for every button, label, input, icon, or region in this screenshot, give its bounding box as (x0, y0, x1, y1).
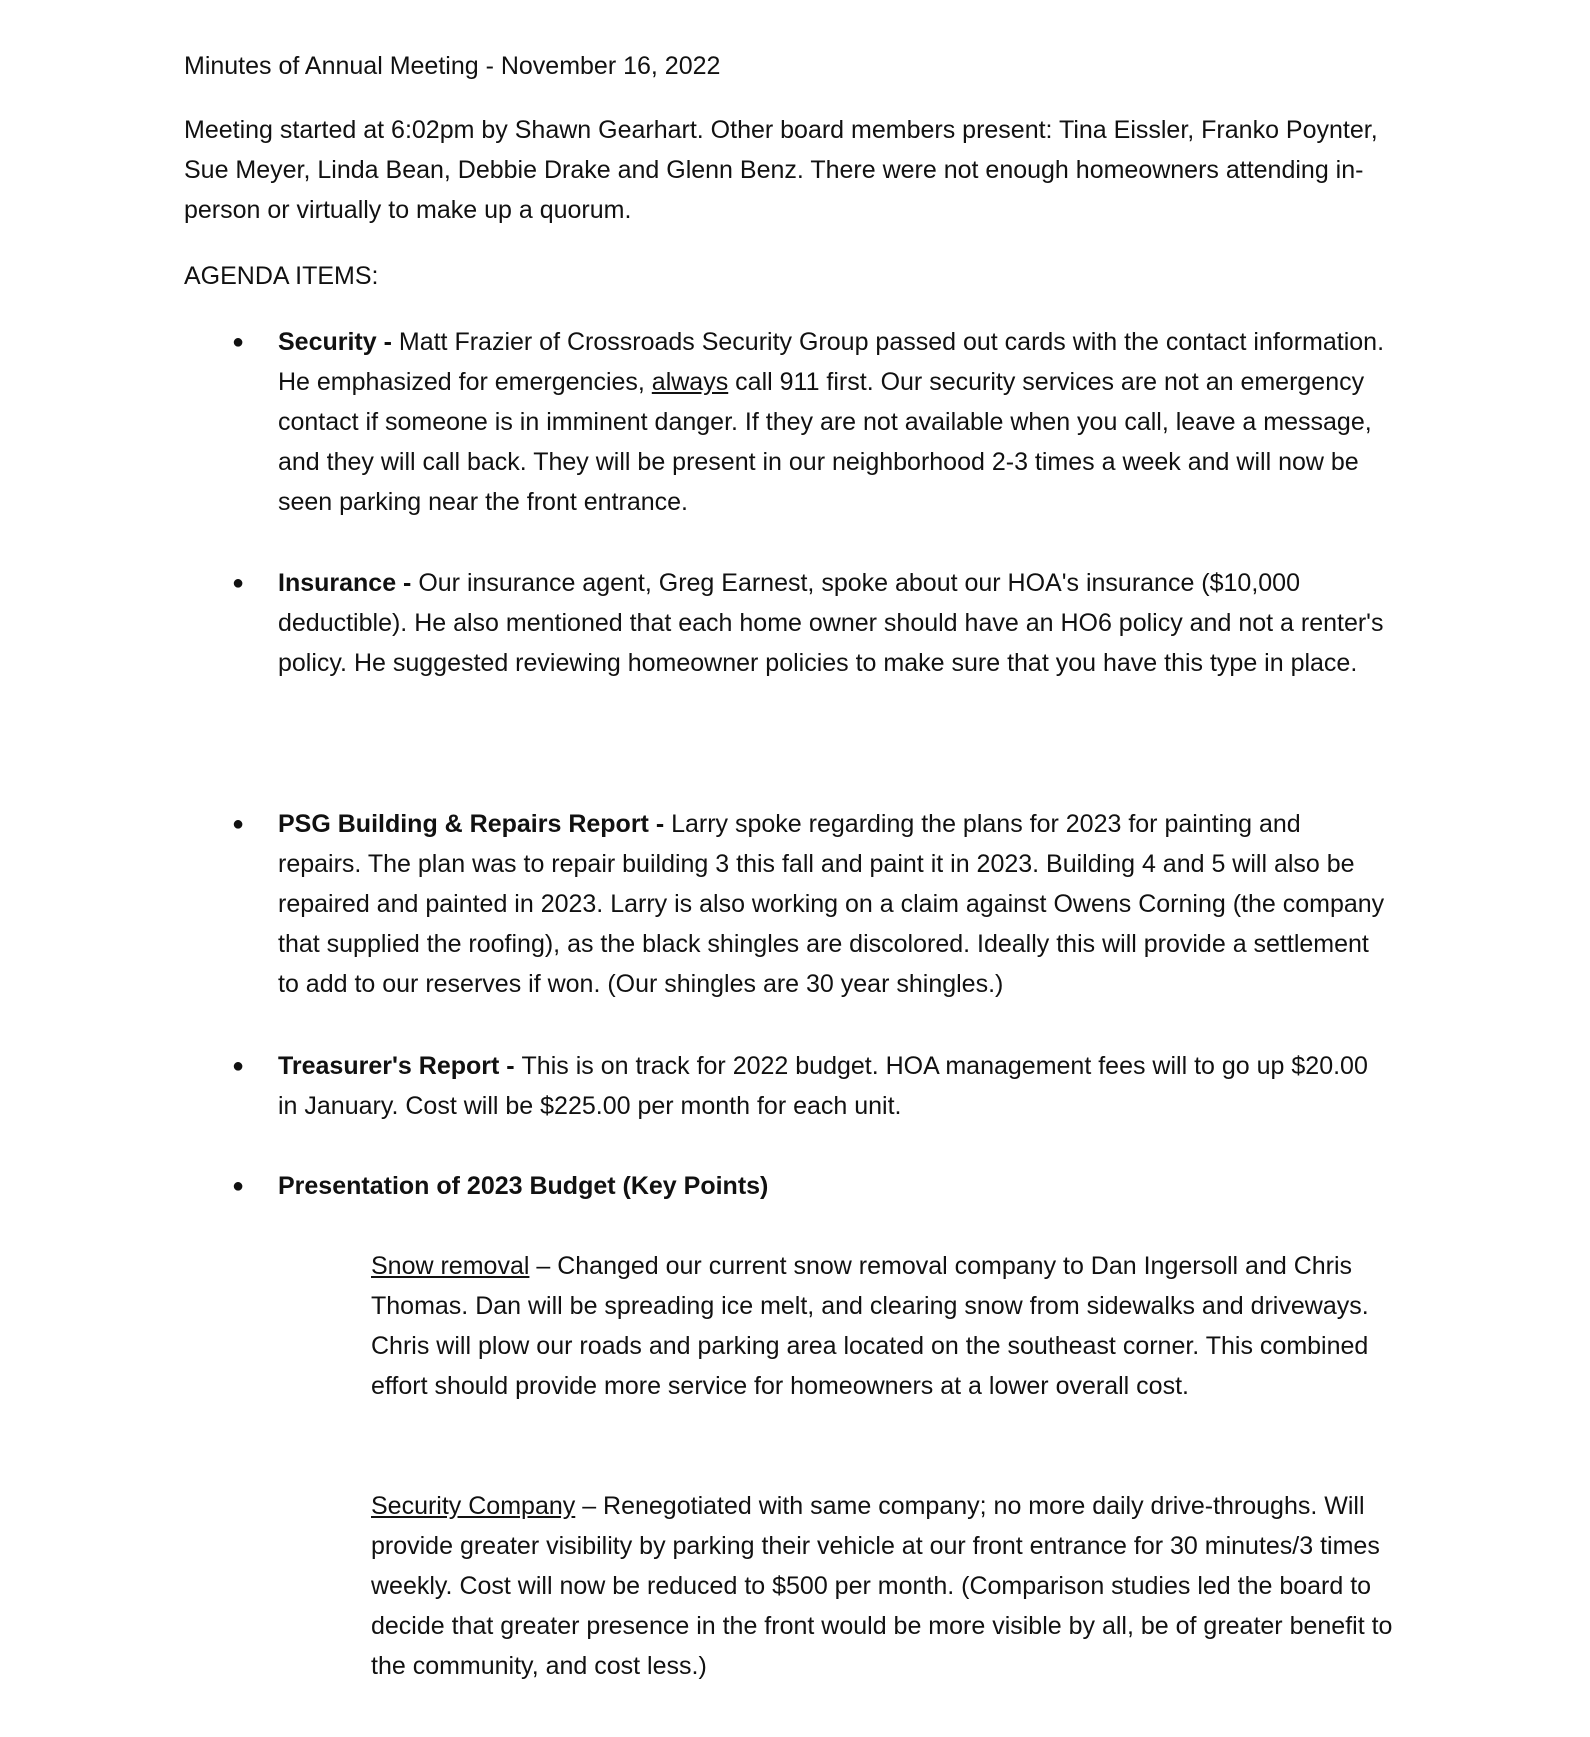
budget-point-label: Snow removal (371, 1252, 530, 1280)
agenda-item-body: This is on track for 2022 budget. HOA management fees will to go up $20.00 in January. Cost will be $225.00 per month for each unit. (278, 1052, 1368, 1120)
emphasis-always: always (651, 368, 729, 396)
agenda-item-heading: PSG Building & Repairs Report - (278, 810, 672, 838)
budget-point-snow-removal (371, 1246, 1401, 1406)
bullet-icon: ● (232, 1175, 245, 1197)
agenda-item-heading: Presentation of 2023 Budget (Key Points) (278, 1172, 769, 1200)
bullet-icon: ● (232, 331, 245, 353)
budget-point-label: Security Company (371, 1492, 576, 1520)
agenda-heading: AGENDA ITEMS: (184, 262, 379, 290)
agenda-item-body: Larry spoke regarding the plans for 2023 for painting and repairs. The plan was to repair building 3 this fall and paint it in 2023. Building 4 and 5 will also be repaired and painted in 2023. Larry is also working on a claim against Owens Corning (the company that supplied the roofing), as the black shingles are discolored. Ideally this will provide a settlement to add to our reserves if won. (Our shingles are 30 year shingles.) (278, 810, 1385, 998)
agenda-item-heading: Insurance - (278, 569, 419, 597)
budget-point-body: – Renegotiated with same company; no more daily drive-throughs. Will provide greater visibility by parking their vehicle at our front entrance for 30 minutes/3 times weekly. Cost will now be reduced to $500 per month. (Comparison studies led the board to decide that greater presence in the front would be more visible by all, be of greater benefit to the community, and cost less.) (371, 1492, 1393, 1680)
bullet-icon: ● (232, 1055, 245, 1077)
agenda-item-text (278, 563, 1388, 683)
budget-point-security-company (371, 1486, 1401, 1686)
agenda-item-text (278, 1046, 1388, 1126)
agenda-item-text (278, 322, 1388, 522)
document-title: Minutes of Annual Meeting - November 16, 2022 (184, 52, 721, 80)
bullet-icon: ● (232, 572, 245, 594)
agenda-item-heading: Security - (278, 328, 399, 356)
bullet-icon: ● (232, 813, 245, 835)
agenda-item-text (278, 804, 1388, 1004)
agenda-item-body: call 911 first. Our security services are not an emergency contact if someone is in imminent danger. If they are not available when you call, leave a message, and they will call back. They will be present in our neighborhood 2-3 times a week and will now be seen parking near the front entrance. (278, 368, 1372, 516)
intro-paragraph: Meeting started at 6:02pm by Shawn Gearhart. Other board members present: Tina Eissler, Franko Poynter, Sue Meyer, Linda Bean, Debbie Drake and Glenn Benz. There were not enough homeowners attending in-person or virtually to make up a quorum. (184, 116, 1378, 224)
agenda-item-text (278, 1166, 1388, 1206)
agenda-item-heading: Treasurer's Report - (278, 1052, 522, 1080)
agenda-item-body: Matt Frazier of Crossroads Security Group passed out cards with the contact information. He emphasized for emergencies, (278, 328, 1385, 396)
agenda-item-body: Our insurance agent, Greg Earnest, spoke about our HOA's insurance ($10,000 deductible). He also mentioned that each home owner should have an HO6 policy and not a renter's policy. He suggested reviewing homeowner policies to make sure that you have this type in place. (278, 569, 1384, 677)
budget-point-body: – Changed our current snow removal company to Dan Ingersoll and Chris Thomas. Dan will be spreading ice melt, and clearing snow from sidewalks and driveways. Chris will plow our roads and parking area located on the southeast corner. This combined effort should provide more service for homeowners at a lower overall cost. (371, 1252, 1369, 1400)
